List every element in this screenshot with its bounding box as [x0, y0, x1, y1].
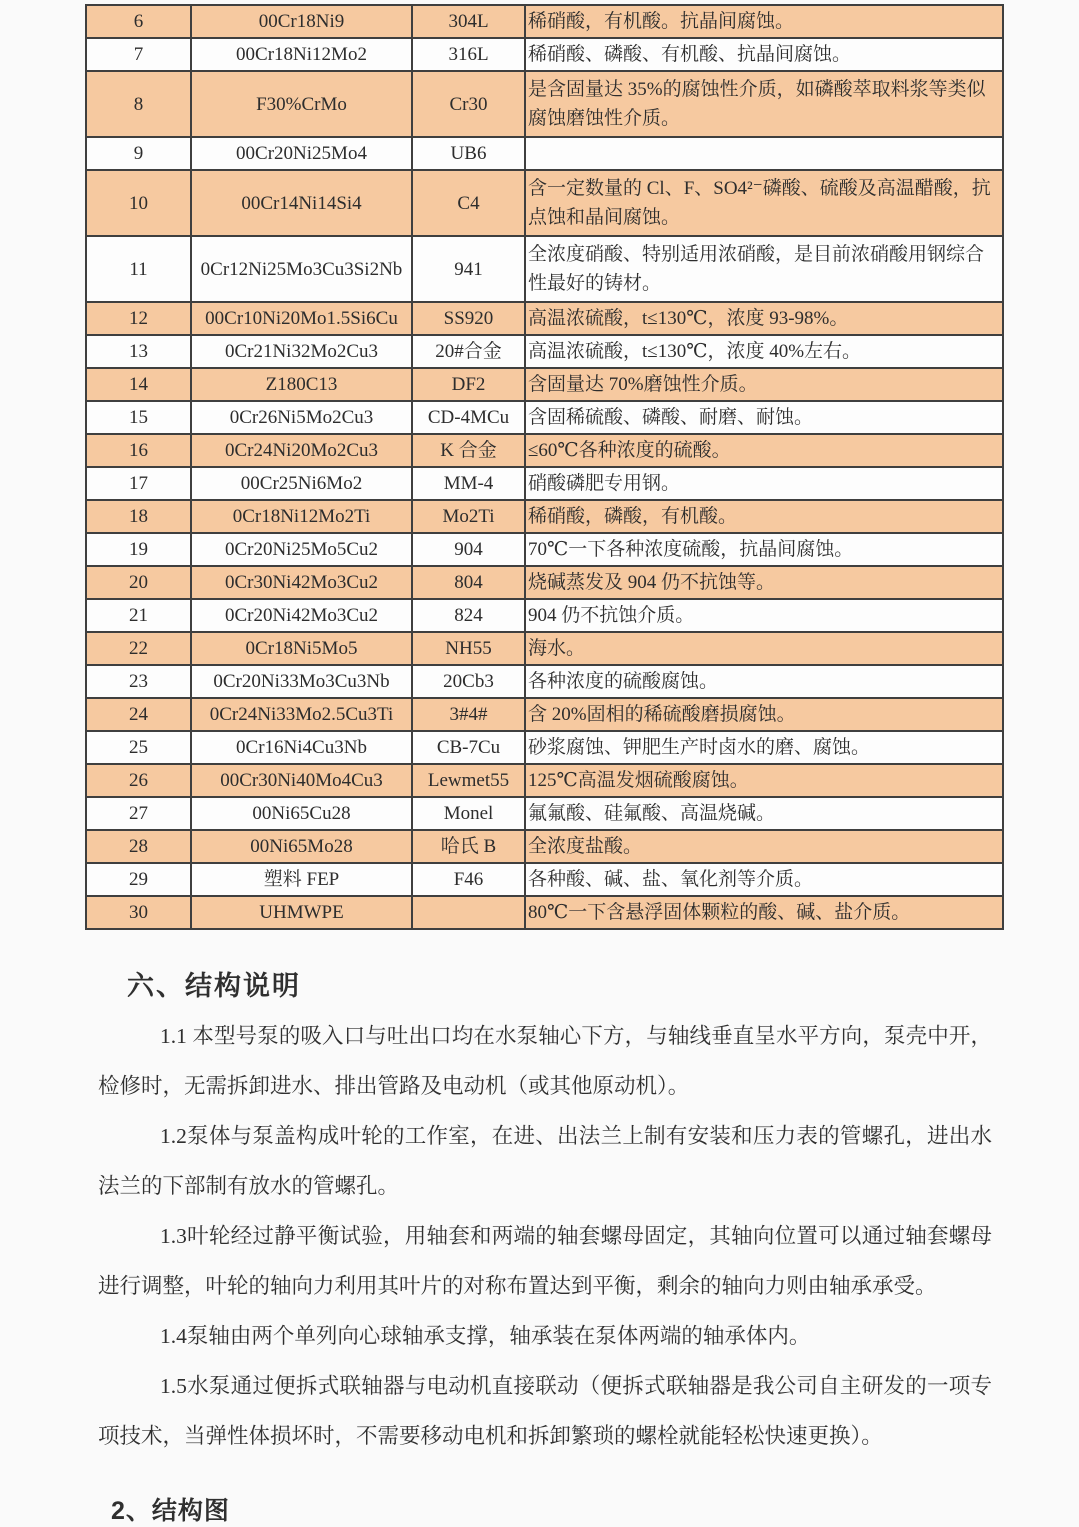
- row-number: 17: [86, 467, 191, 500]
- description: 含固量达 70%磨蚀性介质。: [525, 368, 1003, 401]
- grade-code: 20Cb3: [412, 665, 525, 698]
- material-code: 00Ni65Cu28: [191, 797, 412, 830]
- table-row: [86, 5, 1003, 38]
- grade-code: Lewmet55: [412, 764, 525, 797]
- material-code: 00Cr30Ni40Mo4Cu3: [191, 764, 412, 797]
- description: 各种浓度的硫酸腐蚀。: [525, 665, 1003, 698]
- row-number: 7: [86, 38, 191, 71]
- description: 各种酸、碱、盐、氧化剂等介质。: [525, 863, 1003, 896]
- material-code: UHMWPE: [191, 896, 412, 929]
- row-number: 8: [86, 71, 191, 137]
- material-code: 0Cr12Ni25Mo3Cu3Si2Nb: [191, 236, 412, 302]
- description: 稀硝酸，有机酸。抗晶间腐蚀。: [525, 5, 1003, 38]
- material-code: 00Cr25Ni6Mo2: [191, 467, 412, 500]
- table-row: [86, 764, 1003, 797]
- description: 含一定数量的 Cl、F、SO4²⁻磷酸、硫酸及高温醋酸，抗点蚀和晶间腐蚀。: [525, 170, 1003, 236]
- row-number: 19: [86, 533, 191, 566]
- row-number: 6: [86, 5, 191, 38]
- description: 全浓度硝酸、特别适用浓硝酸，是目前浓硝酸用钢综合性最好的铸材。: [525, 236, 1003, 302]
- row-number: 9: [86, 137, 191, 170]
- table-row: [86, 500, 1003, 533]
- description: 高温浓硫酸，t≤130℃，浓度 93-98%。: [525, 302, 1003, 335]
- row-number: 12: [86, 302, 191, 335]
- description: 125℃高温发烟硫酸腐蚀。: [525, 764, 1003, 797]
- table-row: [86, 335, 1003, 368]
- material-code: 00Cr14Ni14Si4: [191, 170, 412, 236]
- material-code: 00Cr20Ni25Mo4: [191, 137, 412, 170]
- table-row: [86, 566, 1003, 599]
- material-code: 0Cr21Ni32Mo2Cu3: [191, 335, 412, 368]
- description: 稀硝酸，磷酸，有机酸。: [525, 500, 1003, 533]
- material-code: F30%CrMo: [191, 71, 412, 137]
- table-row: [86, 863, 1003, 896]
- grade-code: UB6: [412, 137, 525, 170]
- material-code: 0Cr18Ni12Mo2Ti: [191, 500, 412, 533]
- table-row: [86, 830, 1003, 863]
- material-table-body: [86, 5, 1003, 929]
- table-row: [86, 170, 1003, 236]
- material-code: 0Cr24Ni33Mo2.5Cu3Ti: [191, 698, 412, 731]
- description: ≤60℃各种浓度的硫酸。: [525, 434, 1003, 467]
- row-number: 30: [86, 896, 191, 929]
- grade-code: 804: [412, 566, 525, 599]
- description: 80℃一下含悬浮固体颗粒的酸、碱、盐介质。: [525, 896, 1003, 929]
- table-row: [86, 797, 1003, 830]
- grade-code: C4: [412, 170, 525, 236]
- table-row: [86, 302, 1003, 335]
- grade-code: CB-7Cu: [412, 731, 525, 764]
- row-number: 10: [86, 170, 191, 236]
- grade-code: 824: [412, 599, 525, 632]
- row-number: 14: [86, 368, 191, 401]
- row-number: 22: [86, 632, 191, 665]
- material-code: 0Cr30Ni42Mo3Cu2: [191, 566, 412, 599]
- material-code: 0Cr24Ni20Mo2Cu3: [191, 434, 412, 467]
- material-code: 00Ni65Mo28: [191, 830, 412, 863]
- grade-code: [412, 896, 525, 929]
- description: 烧碱蒸发及 904 仍不抗蚀等。: [525, 566, 1003, 599]
- description: 70℃一下各种浓度硫酸，抗晶间腐蚀。: [525, 533, 1003, 566]
- paragraph-1-3: 1.3叶轮经过静平衡试验，用轴套和两端的轴套螺母固定，其轴向位置可以通过轴套螺母进行调整，叶轮的轴向力利用其叶片的对称布置达到平衡，剩余的轴向力则由轴承承受。: [98, 1224, 992, 1298]
- section-heading: 六、结构说明: [127, 971, 301, 1001]
- grade-code: 20#合金: [412, 335, 525, 368]
- table-row: [86, 38, 1003, 71]
- description: 稀硝酸、磷酸、有机酸、抗晶间腐蚀。: [525, 38, 1003, 71]
- structure-section: [85, 944, 998, 1527]
- grade-code: NH55: [412, 632, 525, 665]
- row-number: 29: [86, 863, 191, 896]
- description: 是含固量达 35%的腐蚀性介质，如磷酸萃取料浆等类似腐蚀磨蚀性介质。: [525, 71, 1003, 137]
- material-code: 0Cr20Ni33Mo3Cu3Nb: [191, 665, 412, 698]
- material-code: 00Cr18Ni12Mo2: [191, 38, 412, 71]
- table-row: [86, 236, 1003, 302]
- row-number: 13: [86, 335, 191, 368]
- material-code: 0Cr18Ni5Mo5: [191, 632, 412, 665]
- grade-code: CD-4MCu: [412, 401, 525, 434]
- description: 全浓度盐酸。: [525, 830, 1003, 863]
- table-row: [86, 533, 1003, 566]
- row-number: 11: [86, 236, 191, 302]
- grade-code: 941: [412, 236, 525, 302]
- description: 氟氟酸、硅氟酸、高温烧碱。: [525, 797, 1003, 830]
- description: [525, 137, 1003, 170]
- grade-code: 316L: [412, 38, 525, 71]
- grade-code: Monel: [412, 797, 525, 830]
- paragraph-1-5: 1.5水泵通过便拆式联轴器与电动机直接联动（便拆式联轴器是我公司自主研发的一项专项技术，当弹性体损坏时，不需要移动电机和拆卸繁琐的螺栓就能轻松快速更换）。: [98, 1374, 992, 1448]
- material-code: 00Cr18Ni9: [191, 5, 412, 38]
- table-row: [86, 401, 1003, 434]
- structure-diagram-heading: 2、结构图: [111, 1497, 230, 1525]
- row-number: 18: [86, 500, 191, 533]
- description: 含 20%固相的稀硫酸磨损腐蚀。: [525, 698, 1003, 731]
- table-row: [86, 896, 1003, 929]
- description: 海水。: [525, 632, 1003, 665]
- paragraph-1-2: 1.2泵体与泵盖构成叶轮的工作室，在进、出法兰上制有安装和压力表的管螺孔，进出水法兰的下部制有放水的管螺孔。: [98, 1124, 992, 1198]
- description: 904 仍不抗蚀介质。: [525, 599, 1003, 632]
- grade-code: SS920: [412, 302, 525, 335]
- row-number: 23: [86, 665, 191, 698]
- row-number: 25: [86, 731, 191, 764]
- description: 砂浆腐蚀、钾肥生产时卤水的磨、腐蚀。: [525, 731, 1003, 764]
- grade-code: DF2: [412, 368, 525, 401]
- grade-code: MM-4: [412, 467, 525, 500]
- description: 硝酸磷肥专用钢。: [525, 467, 1003, 500]
- row-number: 28: [86, 830, 191, 863]
- table-row: [86, 467, 1003, 500]
- table-row: [86, 698, 1003, 731]
- row-number: 15: [86, 401, 191, 434]
- material-code: 00Cr10Ni20Mo1.5Si6Cu: [191, 302, 412, 335]
- grade-code: Mo2Ti: [412, 500, 525, 533]
- table-row: [86, 368, 1003, 401]
- row-number: 26: [86, 764, 191, 797]
- grade-code: Cr30: [412, 71, 525, 137]
- grade-code: F46: [412, 863, 525, 896]
- table-row: [86, 665, 1003, 698]
- description: 含固稀硫酸、磷酸、耐磨、耐蚀。: [525, 401, 1003, 434]
- table-row: [86, 632, 1003, 665]
- material-code: 塑料 FEP: [191, 863, 412, 896]
- grade-code: 3#4#: [412, 698, 525, 731]
- material-table: [85, 4, 1004, 930]
- grade-code: 904: [412, 533, 525, 566]
- paragraph-1-4: 1.4泵轴由两个单列向心球轴承支撑，轴承装在泵体两端的轴承体内。: [160, 1324, 811, 1348]
- grade-code: 304L: [412, 5, 525, 38]
- row-number: 24: [86, 698, 191, 731]
- grade-code: 哈氏 B: [412, 830, 525, 863]
- material-code: 0Cr16Ni4Cu3Nb: [191, 731, 412, 764]
- table-row: [86, 71, 1003, 137]
- paragraph-1-1: 1.1 本型号泵的吸入口与吐出口均在水泵轴心下方，与轴线垂直呈水平方向，泵壳中开，检修时，无需拆卸进水、排出管路及电动机（或其他原动机）。: [98, 1024, 992, 1098]
- table-row: [86, 599, 1003, 632]
- description: 高温浓硫酸，t≤130℃，浓度 40%左右。: [525, 335, 1003, 368]
- row-number: 27: [86, 797, 191, 830]
- grade-code: K 合金: [412, 434, 525, 467]
- material-code: 0Cr20Ni42Mo3Cu2: [191, 599, 412, 632]
- row-number: 20: [86, 566, 191, 599]
- row-number: 16: [86, 434, 191, 467]
- table-row: [86, 434, 1003, 467]
- table-row: [86, 137, 1003, 170]
- row-number: 21: [86, 599, 191, 632]
- material-code: 0Cr20Ni25Mo5Cu2: [191, 533, 412, 566]
- material-code: Z180C13: [191, 368, 412, 401]
- material-code: 0Cr26Ni5Mo2Cu3: [191, 401, 412, 434]
- table-row: [86, 731, 1003, 764]
